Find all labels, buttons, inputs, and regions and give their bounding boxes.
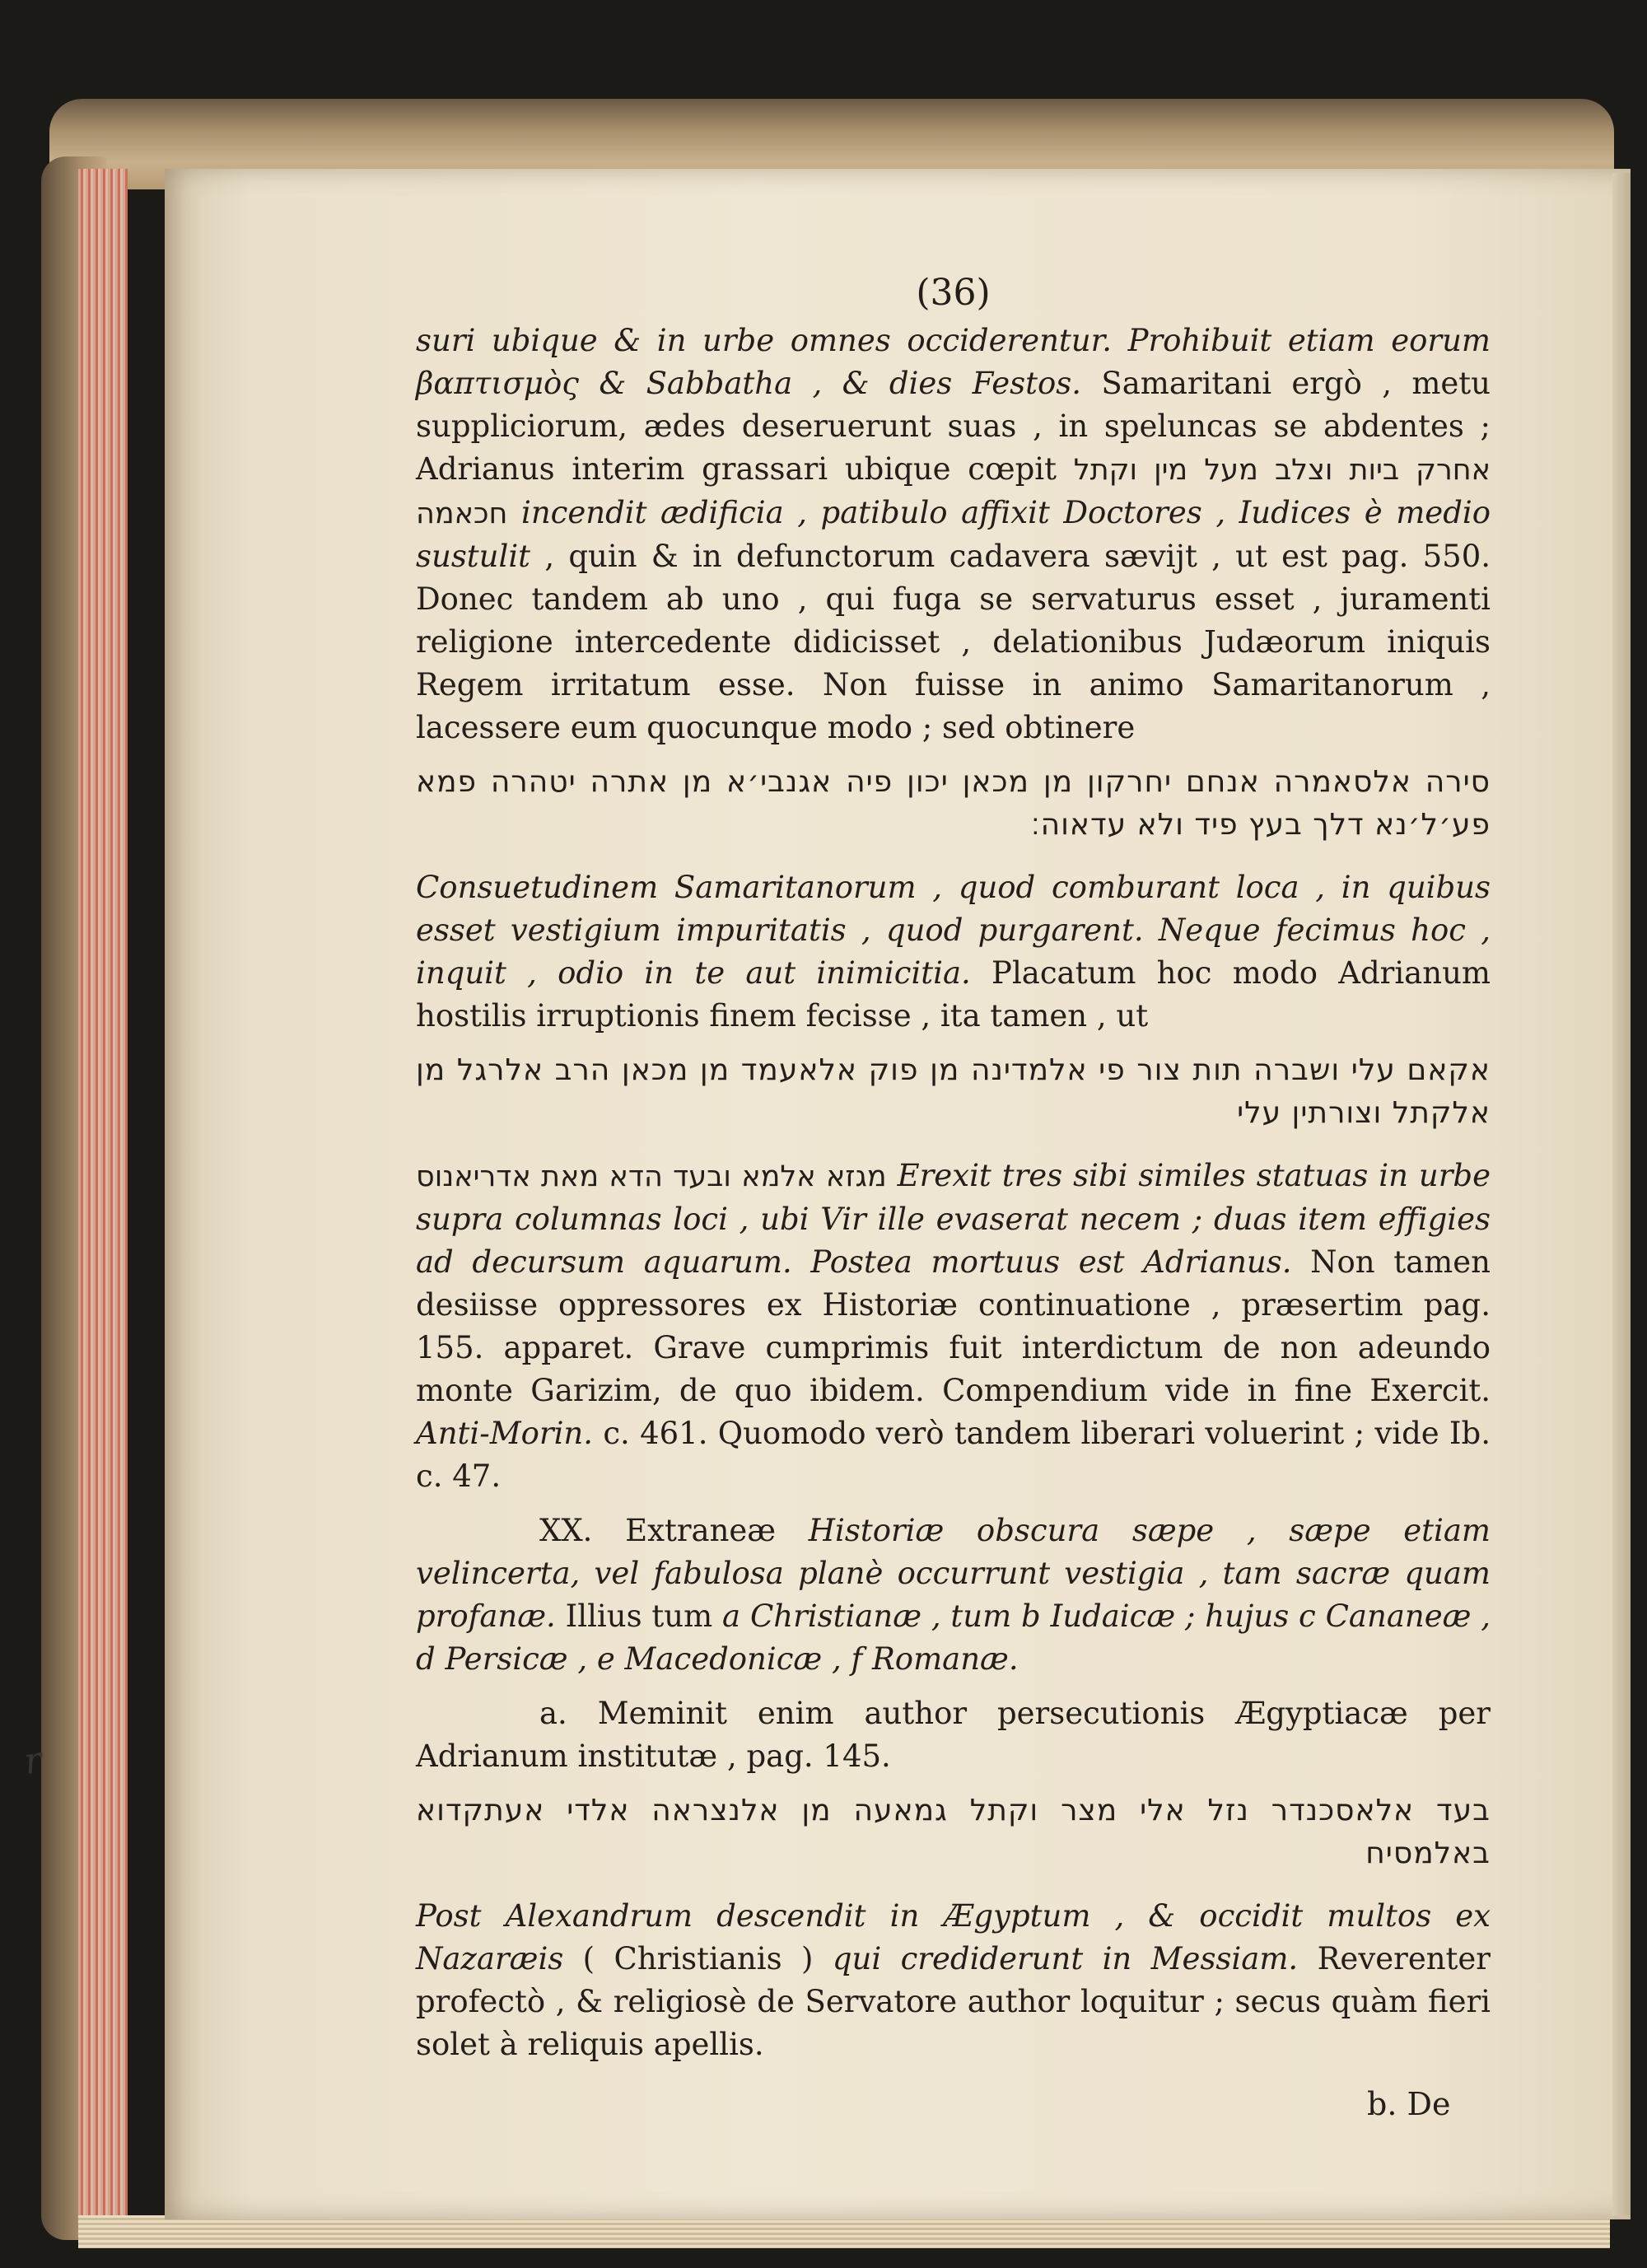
text-span: Neque fecimus hoc , inquit , odio in te aut inimicitia.	[416, 912, 1491, 991]
text-span: Anti-Morin.	[416, 1416, 594, 1451]
hebrew-inline: מגזא אלמא ובעד הדא מאת אדריאנוס	[416, 1160, 887, 1193]
hebrew-quotation-3: בעד אלאסכנדר נזל אלי מצר וקתל גמאעה מן אלנצראה אלדי אעתקדוא באלמסיח	[416, 1794, 1491, 1870]
paragraph-5	[416, 1692, 1491, 1778]
page-fore-edge	[78, 169, 128, 2236]
text-span: incendit ædificia , patibulo affixit Doctores , Iudices è medio sustulit	[416, 495, 1491, 574]
hebrew-quotation-2: אקאם עלי ושברה תות צור פי אלמדינה מן פוק אלאעמד מן מכאן הרב אלרגל מן אלקתל וצורתין עלי	[416, 1053, 1491, 1130]
text-span: Historiæ obscura sæpe , sæpe etiam velincerta, vel fabulosa planè occurrunt vestigia , tam sacræ quam profanæ.	[416, 1513, 1491, 1634]
text-span: ( Christianis )	[563, 1941, 833, 1976]
text-span: , quin & in defunctorum cadavera sævijt , ut est pag. 550. Donec tandem ab uno , qui fuga se servaturus esset , juramenti religione intercedente didicisset , delationibus Judæorum iniquis Regem irritatum esse. Non fuisse in animo Samaritanorum , lacessere eum quocunque modo ; sed obtinere	[416, 539, 1491, 745]
text-span: Non tamen desiisse oppressores ex Historiæ continuatione , præsertim pag. 155. apparet. Grave cumprimis fuit interdictum de non adeundo monte Garizim, de quo ibidem. Compendium vide in fine Exercit.	[416, 1244, 1491, 1408]
text-span: suri ubique & in urbe omnes occiderentur.	[416, 323, 1112, 358]
text-span: Erexit tres sibi similes statuas in urbe supra columnas loci , ubi Vir ille evaserat necem ; duas item effigies ad decursum aquarum.	[416, 1158, 1491, 1280]
page-bottom-edge	[78, 2215, 1610, 2248]
text-span: Reverenter profectò , & religiosè de Servatore author loquitur ; secus quàm fieri solet à reliquis apellis.	[416, 1941, 1491, 2062]
page-gutter-edge	[1612, 173, 1631, 2215]
text-span: XX. Extraneæ	[539, 1513, 809, 1548]
catchword: b. De	[1367, 2086, 1451, 2122]
text-span: a Christianæ , tum b Iudaicæ ; hujus c Cananeæ , d Persicæ , e Macedonicæ , f Romanæ.	[416, 1598, 1491, 1677]
text-span: Post Alexandrum descendit in Ægyptum , & occidit multos ex Nazaræis	[416, 1898, 1491, 1976]
text-span: qui crediderunt in Messiam.	[832, 1941, 1299, 1976]
text-span: Placatum hoc modo Adrianum hostilis irruptionis finem fecisse , ita tamen , ut	[416, 955, 1491, 1034]
text-span: a. Meminit enim author persecutionis Ægyptiacæ per Adrianum institutæ , pag. 145.	[416, 1696, 1491, 1774]
text-span: c. 461. Quomodo verò tandem liberari voluerint ; vide Ib. c. 47.	[416, 1416, 1491, 1494]
paragraph-6	[416, 1895, 1491, 2066]
text-span: Prohibuit etiam eorum	[1111, 323, 1491, 358]
text-span: Illius tum	[555, 1598, 723, 1634]
page-number: (36)	[916, 272, 991, 314]
greek-word: βαπτισμὸς	[416, 366, 579, 401]
hebrew-quotation-1: סירה אלסאמרה אנחם יחרקון מן מכאן יכון פיה אגנבי׳א מן אתרה יטהרה פמא פע׳ל׳נא דלך בעץ פיד ולא עדאוה׃	[416, 765, 1491, 842]
page-text	[416, 272, 1491, 2078]
hebrew-inline: אחרק ביות וצלב מעל מין וקתל חכאמה	[416, 454, 1491, 530]
paragraph-2	[416, 866, 1491, 1038]
margin-mark: r	[21, 1738, 45, 1783]
text-span: Consuetudinem Samaritanorum , quod comburant loca , in quibus esset vestigium impuritatis , quod purgarent.	[416, 870, 1491, 948]
paragraph-3	[416, 1155, 1491, 1498]
text-span: Samaritani ergò , metu suppliciorum, ædes deseruerunt suas , in speluncas se abdentes ; Adrianus interim grassari ubique cœpit	[416, 366, 1491, 487]
text-span: & Sabbatha , & dies Festos.	[578, 366, 1082, 401]
paragraph-4	[416, 1510, 1491, 1681]
paragraph-1	[416, 320, 1491, 749]
text-span: Postea mortuus est Adrianus.	[791, 1244, 1292, 1280]
